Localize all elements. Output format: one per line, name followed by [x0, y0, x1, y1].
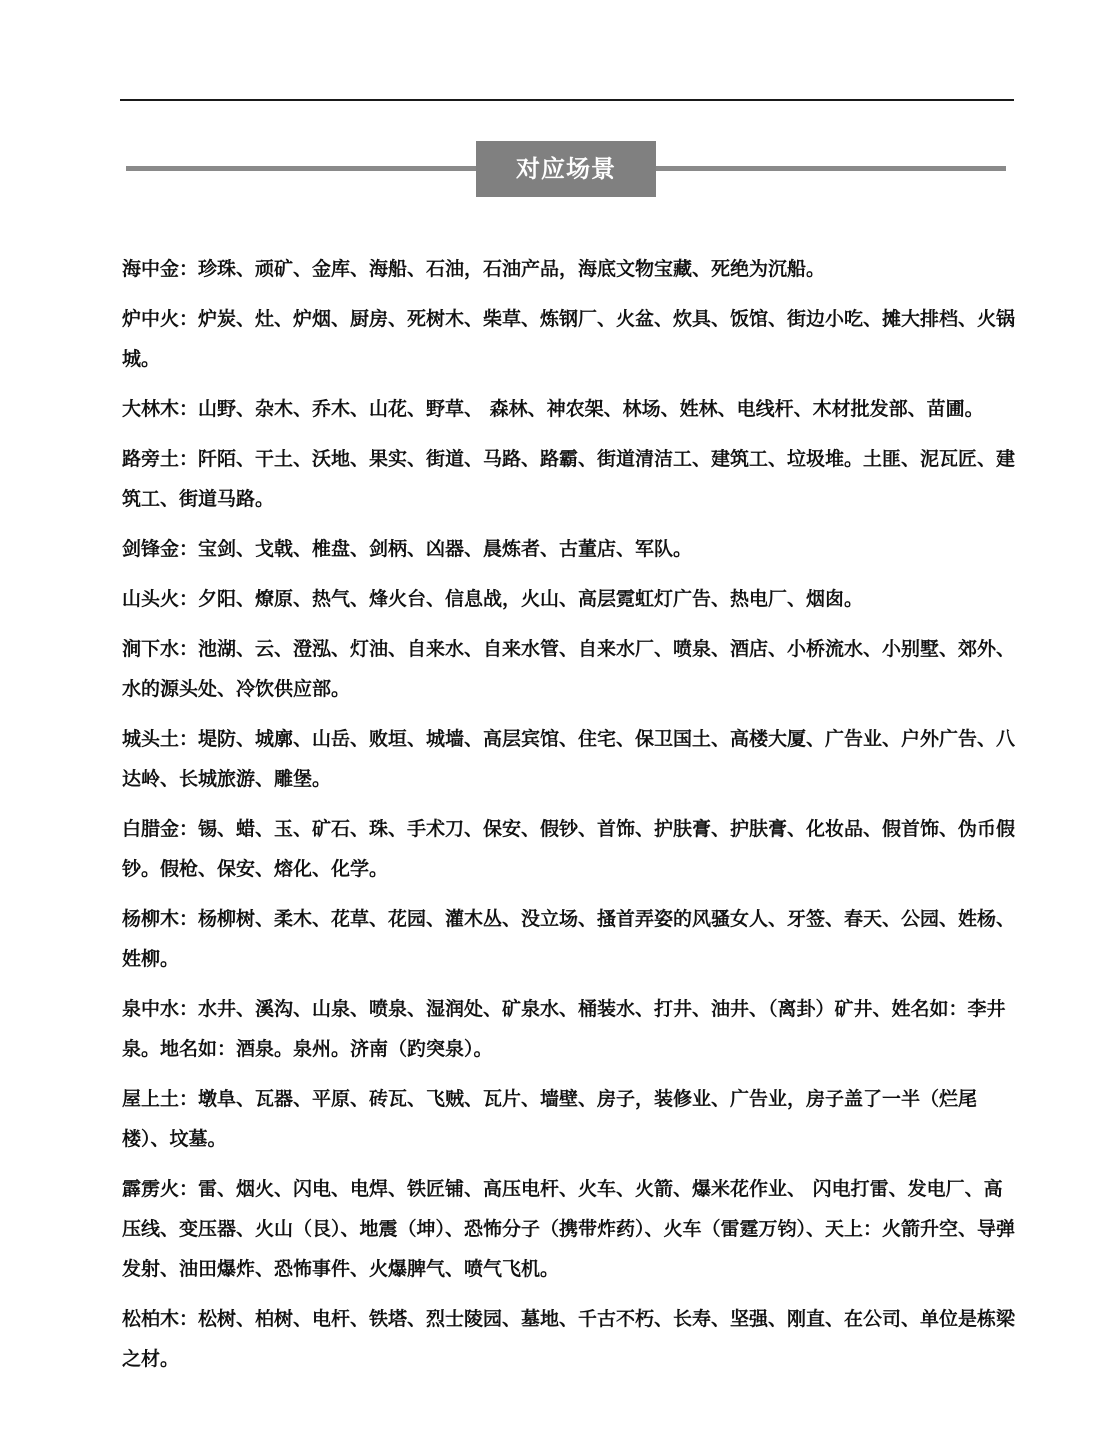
section-header	[126, 141, 1006, 197]
entry-text: 夕阳、燎原、热气、烽火台、信息战，火山、高层霓虹灯广告、热电厂、烟囱。	[198, 588, 864, 610]
entry-text: 锡、蜡、玉、矿石、珠、手术刀、保安、假钞、首饰、护肤膏、护肤膏、化妆品、假首饰、伪币假钞。假枪、保安、熔化、化学。	[122, 818, 1016, 880]
entry-jianxiashui: 涧下水：池湖、云、澄泓、灯油、自来水、自来水管、自来水厂、喷泉、酒店、小桥流水、小别墅、郊外、水的源头处、冷饮供应部。	[122, 638, 1016, 700]
entry-name: 炉中火	[122, 308, 180, 330]
entry-shantouhuo: 山头火：夕阳、燎原、热气、烽火台、信息战，火山、高层霓虹灯广告、热电厂、烟囱。	[122, 588, 864, 610]
entry-text: 池湖、云、澄泓、灯油、自来水、自来水管、自来水厂、喷泉、酒店、小桥流水、小别墅、郊外、水的源头处、冷饮供应部。	[122, 638, 1016, 700]
header-line-right	[656, 166, 1006, 171]
entry-text: 珍珠、顽矿、金库、海船、石油，石油产品，海底文物宝藏、死绝为沉船。	[198, 258, 826, 280]
entry-name: 大林木	[122, 398, 180, 420]
entry-name: 泉中水	[122, 998, 180, 1020]
entry-text: 山野、杂木、乔木、山花、野草、 森林、神农架、林场、姓林、电线杆、木材批发部、苗圃。	[198, 398, 984, 420]
entry-name: 霹雳火	[122, 1178, 180, 1200]
entry-lupangtu: 路旁土：阡陌、干土、沃地、果实、街道、马路、路霸、街道清洁工、建筑工、垃圾堆。土匪、泥瓦匠、建筑工、街道马路。	[122, 448, 1016, 510]
entry-name: 剑锋金	[122, 538, 180, 560]
top-divider	[120, 99, 1014, 101]
entry-name: 杨柳木	[122, 908, 180, 930]
entry-yangliumu: 杨柳木：杨柳树、柔木、花草、花园、灌木丛、没立场、搔首弄姿的风骚女人、牙签、春天、公园、姓杨、姓柳。	[122, 908, 1016, 970]
entry-name: 屋上土	[122, 1088, 180, 1110]
header-line-left	[126, 166, 476, 171]
entry-text: 炉炭、灶、炉烟、厨房、死树木、柴草、炼钢厂、火盆、炊具、饭馆、街边小吃、摊大排档、火锅城。	[122, 308, 1016, 370]
entry-wushangtu: 屋上土：墩阜、瓦器、平原、砖瓦、飞贼、瓦片、墙壁、房子，装修业、广告业，房子盖了一半（烂尾楼）、坟墓。	[122, 1088, 978, 1150]
entry-name: 涧下水	[122, 638, 180, 660]
entry-name: 路旁土	[122, 448, 180, 470]
entry-name: 海中金	[122, 258, 180, 280]
entry-chengtoutu: 城头土：堤防、城廓、山岳、败垣、城墙、高层宾馆、住宅、保卫国土、高楼大厦、广告业、户外广告、八达岭、长城旅游、雕堡。	[122, 728, 1016, 790]
entry-text: 堤防、城廓、山岳、败垣、城墙、高层宾馆、住宅、保卫国土、高楼大厦、广告业、户外广告、八达岭、长城旅游、雕堡。	[122, 728, 1016, 790]
entry-luzhonghuo: 炉中火：炉炭、灶、炉烟、厨房、死树木、柴草、炼钢厂、火盆、炊具、饭馆、街边小吃、摊大排档、火锅城。	[122, 308, 1016, 370]
entry-songbaimu: 松柏木：松树、柏树、电杆、铁塔、烈士陵园、墓地、千古不朽、长寿、坚强、刚直、在公司、单位是栋梁之材。	[122, 1308, 1016, 1370]
entry-dalinmu: 大林木：山野、杂木、乔木、山花、野草、 森林、神农架、林场、姓林、电线杆、木材批发部、苗圃。	[122, 398, 984, 420]
entry-pilihuo: 霹雳火：雷、烟火、闪电、电焊、铁匠铺、高压电杆、火车、火箭、爆米花作业、 闪电打雷、发电厂、高压线、变压器、火山（艮）、地震（坤）、恐怖分子（携带炸药）、火车（雷霆万钧）、天上：火箭升空、导弹发射、油田爆炸、恐怖事件、火爆脾气、喷气飞机。	[122, 1178, 1016, 1280]
entry-name: 城头土	[122, 728, 180, 750]
entry-name: 松柏木	[122, 1308, 180, 1330]
entry-text: 宝剑、戈戟、椎盘、剑柄、凶器、晨炼者、古董店、军队。	[198, 538, 693, 560]
entry-text: 松树、柏树、电杆、铁塔、烈士陵园、墓地、千古不朽、长寿、坚强、刚直、在公司、单位是栋梁之材。	[122, 1308, 1016, 1370]
entry-bailajin: 白腊金：锡、蜡、玉、矿石、珠、手术刀、保安、假钞、首饰、护肤膏、护肤膏、化妆品、假首饰、伪币假钞。假枪、保安、熔化、化学。	[122, 818, 1016, 880]
entry-text: 雷、烟火、闪电、电焊、铁匠铺、高压电杆、火车、火箭、爆米花作业、 闪电打雷、发电厂、高压线、变压器、火山（艮）、地震（坤）、恐怖分子（携带炸药）、火车（雷霆万钧）、天上：火箭升空、导弹发射、油田爆炸、恐怖事件、火爆脾气、喷气飞机。	[122, 1178, 1016, 1280]
entry-quanzhongshui: 泉中水：水井、溪沟、山泉、喷泉、湿润处、矿泉水、桶装水、打井、油井、（离卦）矿井、姓名如：李井泉。地名如：酒泉。泉州。济南（趵突泉）。	[122, 998, 1006, 1060]
entry-text: 墩阜、瓦器、平原、砖瓦、飞贼、瓦片、墙壁、房子，装修业、广告业，房子盖了一半（烂尾楼）、坟墓。	[122, 1088, 978, 1150]
entry-name: 山头火	[122, 588, 180, 610]
entry-list	[122, 249, 1016, 1389]
section-title: 对应场景	[476, 141, 656, 197]
entry-text: 杨柳树、柔木、花草、花园、灌木丛、没立场、搔首弄姿的风骚女人、牙签、春天、公园、姓杨、姓柳。	[122, 908, 1016, 970]
entry-text: 阡陌、干土、沃地、果实、街道、马路、路霸、街道清洁工、建筑工、垃圾堆。土匪、泥瓦匠、建筑工、街道马路。	[122, 448, 1016, 510]
entry-haizhongjin: 海中金：珍珠、顽矿、金库、海船、石油，石油产品，海底文物宝藏、死绝为沉船。	[122, 258, 826, 280]
entry-name: 白腊金	[122, 818, 180, 840]
entry-text: 水井、溪沟、山泉、喷泉、湿润处、矿泉水、桶装水、打井、油井、（离卦）矿井、姓名如：李井泉。地名如：酒泉。泉州。济南（趵突泉）。	[122, 998, 1006, 1060]
entry-jianfengjin: 剑锋金：宝剑、戈戟、椎盘、剑柄、凶器、晨炼者、古董店、军队。	[122, 538, 693, 560]
